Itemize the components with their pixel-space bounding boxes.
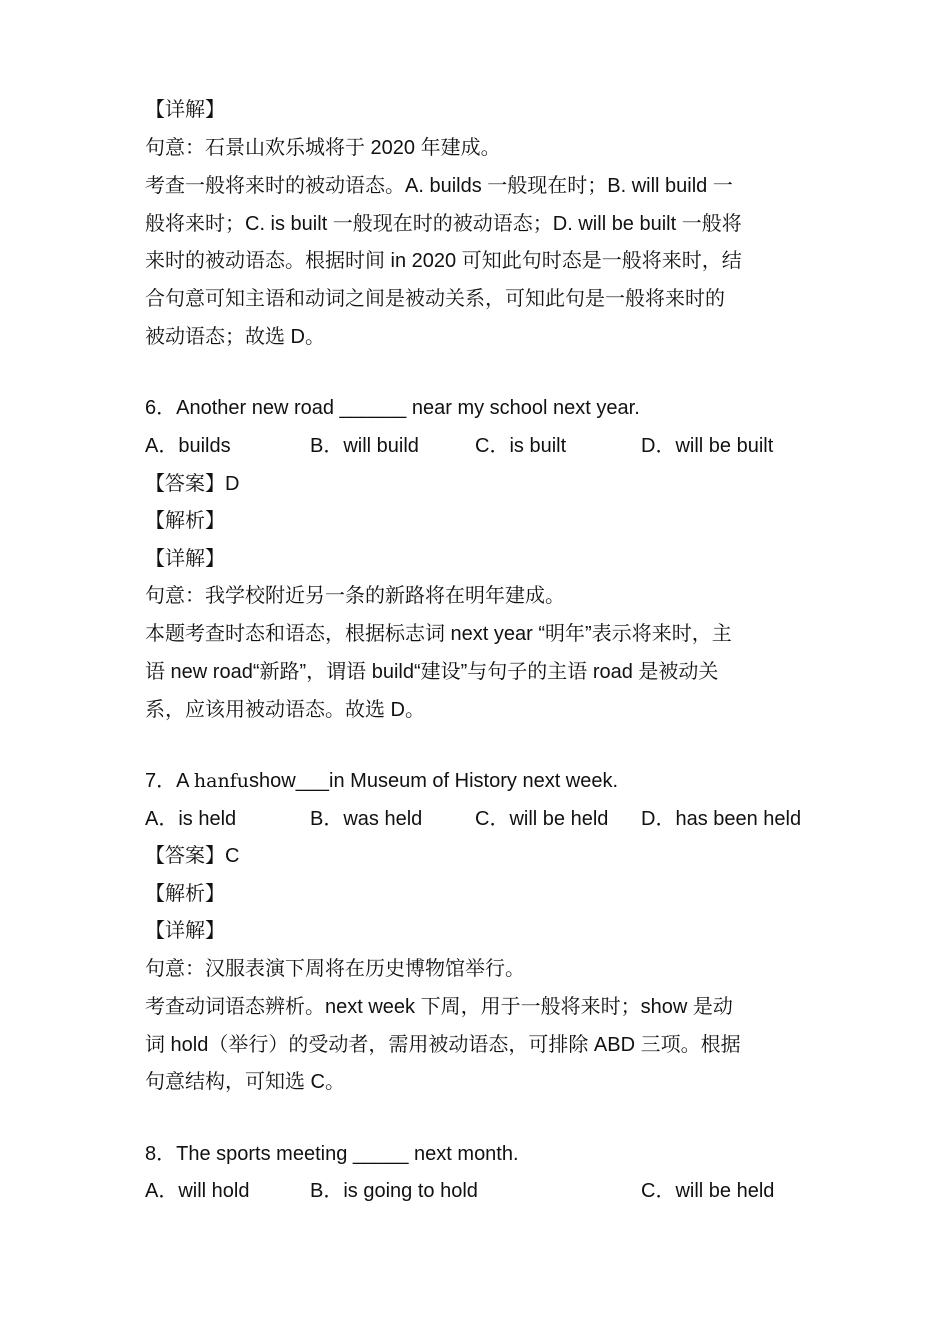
explanation-line: 合句意可知主语和动词之间是被动关系，可知此句是一般将来时的 bbox=[145, 288, 725, 310]
explanation-line: 般将来时；C. is built 一般现在时的被动语态；D. will be built 一般将 bbox=[145, 213, 742, 235]
q6-explanation-line: 系，应该用被动语态。故选 D。 bbox=[145, 699, 425, 721]
q7-detail-heading: 【详解】 bbox=[145, 920, 225, 942]
q6-option-b: B．will build bbox=[310, 435, 419, 457]
sentence-meaning: 句意：石景山欢乐城将于 2020 年建成。 bbox=[145, 137, 501, 159]
q8-option-b: B．is going to hold bbox=[310, 1180, 478, 1202]
q6-option-d: D．will be built bbox=[641, 435, 774, 457]
q6-explanation-line: 语 new road“新路”，谓语 build“建设”与句子的主语 road 是被动关 bbox=[145, 661, 719, 683]
q7-explanation-line: 句意结构，可知选 C。 bbox=[145, 1071, 345, 1093]
q7-answer: 【答案】C bbox=[145, 845, 240, 867]
q7-explanation-line: 词 hold（举行）的受动者，需用被动语态，可排除 ABD 三项。根据 bbox=[145, 1034, 741, 1056]
q6-detail-heading: 【详解】 bbox=[145, 548, 225, 570]
question-6-stem: 6．Another new road ______ near my school next year. bbox=[145, 397, 640, 419]
explanation-line: 来时的被动语态。根据时间 in 2020 可知此句时态是一般将来时，结 bbox=[145, 250, 742, 272]
q7-stem-term: hanfu bbox=[193, 770, 249, 792]
question-8-stem: 8．The sports meeting _____ next month. bbox=[145, 1143, 519, 1165]
q6-explanation-line: 本题考查时态和语态，根据标志词 next year “明年”表示将来时，主 bbox=[145, 623, 732, 645]
q6-answer: 【答案】D bbox=[145, 473, 240, 495]
q6-option-c: C．is built bbox=[475, 435, 567, 457]
q6-option-a: A．builds bbox=[145, 435, 231, 457]
question-7-stem bbox=[145, 769, 618, 793]
q6-analysis-heading: 【解析】 bbox=[145, 510, 225, 532]
q7-option-c: C．will be held bbox=[475, 808, 609, 830]
q7-stem-prefix: 7．A bbox=[145, 770, 194, 792]
detail-heading: 【详解】 bbox=[145, 99, 225, 121]
q7-option-d: D．has been held bbox=[641, 808, 802, 830]
q7-analysis-heading: 【解析】 bbox=[145, 883, 225, 905]
q8-option-a: A．will hold bbox=[145, 1180, 250, 1202]
q8-option-c: C．will be held bbox=[641, 1180, 775, 1202]
q7-option-b: B．was held bbox=[310, 808, 423, 830]
explanation-line: 考查一般将来时的被动语态。A. builds 一般现在时；B. will build 一 bbox=[145, 175, 733, 197]
q7-explanation-line: 考查动词语态辨析。next week 下周，用于一般将来时；show 是动 bbox=[145, 996, 733, 1018]
q7-stem-suffix: show___in Museum of History next week. bbox=[249, 770, 619, 792]
q7-sentence-meaning: 句意：汉服表演下周将在历史博物馆举行。 bbox=[145, 958, 525, 980]
explanation-line: 被动语态；故选 D。 bbox=[145, 326, 325, 348]
q6-sentence-meaning: 句意：我学校附近另一条的新路将在明年建成。 bbox=[145, 585, 565, 607]
q7-option-a: A．is held bbox=[145, 808, 237, 830]
